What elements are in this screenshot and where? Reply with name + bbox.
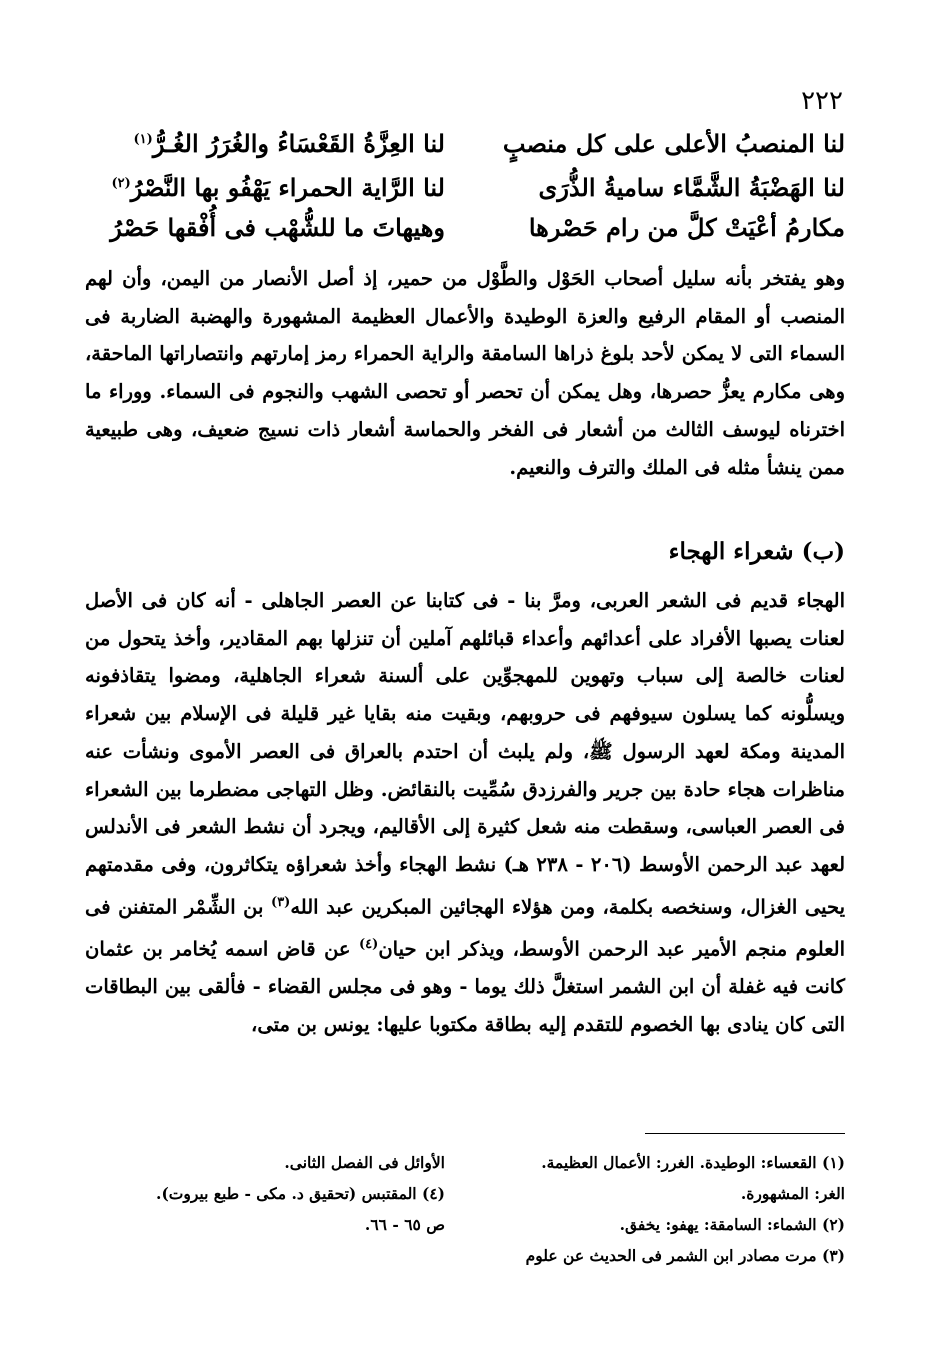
footnote-line: (٤) المقتبس (تحقيق د. مكى - طبع بيروت). bbox=[156, 1184, 445, 1203]
paragraph-text: بن الشِّمْر المتفنن فى العلوم منجم الأمير عبد الرحمن الأوسط، ويذكر ابن حيان bbox=[85, 895, 845, 961]
section-heading: (ب) شعراء الهجاء bbox=[668, 538, 845, 565]
poem-verse bbox=[85, 206, 845, 250]
verse-first-hemistich: لنا الهَضْبَةُ الشَّمَّاء ساميةُ الذُّرَى bbox=[538, 173, 845, 202]
verse-text: لنا الرَّاية الحمراء يَهْفُو بها النَّصْرُ bbox=[130, 173, 445, 202]
verse-second-hemistich: وهيهاتَ ما للشُّهْب فى أُفْقها حَصْرُ bbox=[110, 213, 445, 242]
footnote-line: ص ٦٥ - ٦٦. bbox=[364, 1215, 445, 1234]
verse-first-hemistich: مكارمُ أعْيَتْ كلَّ من رام حَصْرها bbox=[528, 213, 845, 242]
footnote-marker: (٤) bbox=[359, 936, 379, 952]
footnotes-left-column bbox=[85, 1147, 445, 1271]
footnotes-right-column bbox=[485, 1147, 845, 1271]
verse-second-hemistich bbox=[85, 118, 445, 166]
verse-first-hemistich: لنا المنصبُ الأعلى على كل منصبٍ bbox=[502, 129, 845, 158]
paragraph-satire-history bbox=[85, 582, 845, 1043]
poem-verse bbox=[85, 162, 845, 206]
footnote-line: الغر: المشهورة. bbox=[740, 1184, 845, 1203]
verse-second-hemistich bbox=[85, 162, 445, 210]
page-number: ٢٢٢ bbox=[801, 86, 843, 116]
poem-verse bbox=[85, 118, 845, 162]
paragraph-text: عن قاض اسمه يُخامر بن عثمان كانت فيه غفلة أن ابن الشمر استغلَّ ذلك يوما - وهو فى مجلس القضاء - فألقى بين البطاقات التى كان ينادى بها الخصوم للتقدم إليه بطاقة مكتوبا عليها: يونس بن متى، bbox=[85, 937, 845, 1036]
paragraph-poem-commentary: وهو يفتخر بأنه سليل أصحاب الحَوْل والطَّوْل من حمير، إذ أصل الأنصار من اليمن، وأن لهم المنصب أو المقام الرفيع والعزة الوطيدة والأعمال العظيمة المشهورة والهضبة الضاربة فى السماء التى لا يمكن لأحد بلوغ ذراها السامقة والراية الحمراء رمز إمارتهم وانتصاراتها الماحقة، وهى مكارم يعزُّ حصرها، وهل يمكن أن تحصر أو تحصى الشهب والنجوم فى السماء. ووراء ما اخترناه ليوسف الثالث من أشعار فى الفخر والحماسة أشعار ذات نسيج ضعيف، وهى طبيعية ممن ينشأ مثله فى الملك والترف والنعيم. bbox=[85, 267, 845, 479]
footnote-marker: (٢) bbox=[111, 176, 131, 191]
footnote-divider bbox=[645, 1133, 845, 1134]
footnote-line: (٢) الشماء: السامقة: يهفو: يخفق. bbox=[619, 1215, 845, 1234]
verse-text: لنا العِزَّةُ القَعْسَاءُ والغُرَرُ الغُـرُّ bbox=[152, 129, 445, 158]
footnote-line: (١) القعساء: الوطيدة. الغرر: الأعمال العظيمة. bbox=[541, 1153, 845, 1172]
poem bbox=[85, 118, 845, 250]
paragraph-text: الهجاء قديم فى الشعر العربى، ومرَّ بنا - فى كتابنا عن العصر الجاهلى - أنه كان فى الأصل لعنات يصبها الأفراد على أعدائهم وأعداء قبائلهم آملين أن تنزلها بهم المقادير، وأخذ يتحول من لعنات خالصة إلى سباب وتهوين للمهجوِّين على ألسنة شعراء الجاهلية، ومضوا يتقاذفونه ويسلُّونه كما يسلون سيوفهم فى حروبهم، وبقيت منه بقايا غير قليلة فى الإسلام بين شعراء المدينة ومكة لعهد الرسول ﷺ، ولم يلبث أن احتدم بالعراق فى العصر الأموى ونشأت عنه مناظرات هجاء حادة بين جرير والفرزدق سُمِّيت بالنقائض. وظل التهاجى مضطرما بين الشعراء فى العصر العباسى، وسقطت منه شعل كثيرة إلى الأقاليم، ويجرد أن نشط الشعر فى الأندلس لعهد عبد الرحمن الأوسط (٢٠٦ - ٢٣٨ هـ) نشط الهجاء وأخذ شعراؤه يتكاثرون، وفى مقدمتهم يحيى الغزال، وسنخصه بكلمة، ومن هؤلاء الهجائين المبكرين عبد الله bbox=[85, 589, 846, 919]
footnote-line: الأوائل فى الفصل الثانى. bbox=[284, 1153, 445, 1172]
footnote-line: (٣) مرت مصادر ابن الشمر فى الحديث عن علوم bbox=[525, 1246, 845, 1265]
footnote-marker: (١) bbox=[133, 132, 153, 147]
footnote-marker: (٣) bbox=[271, 894, 291, 910]
footnotes bbox=[85, 1147, 845, 1271]
